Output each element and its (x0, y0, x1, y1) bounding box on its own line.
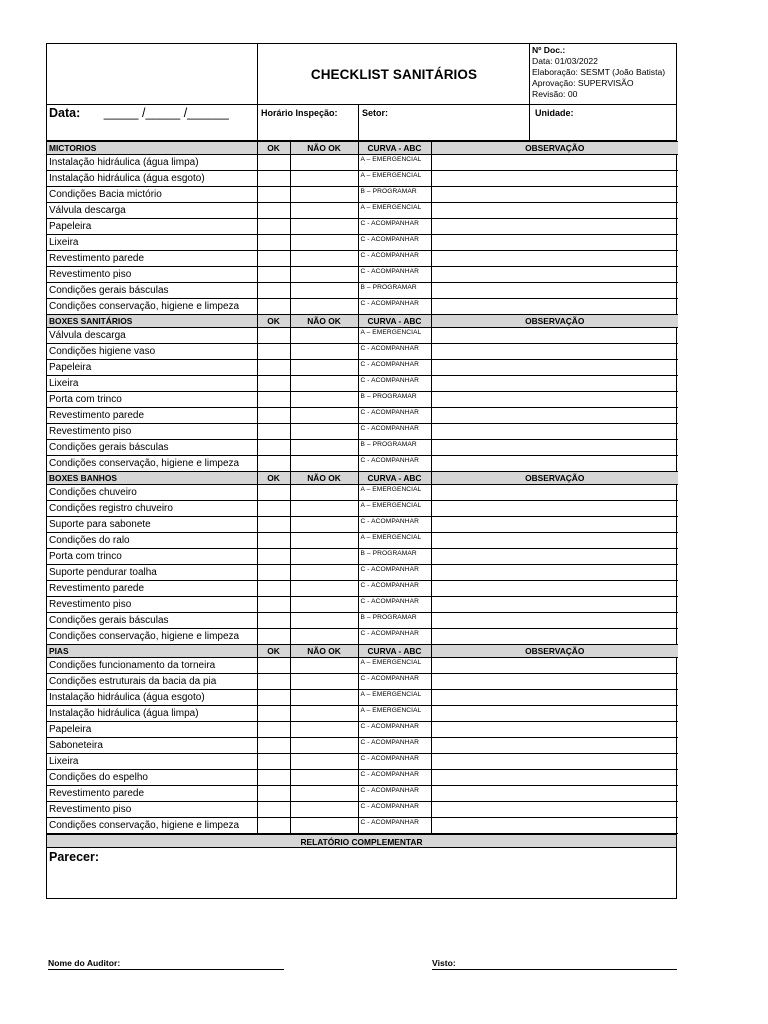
item-label: Papeleira (47, 722, 257, 738)
item-label: Condições conservação, higiene e limpeza (47, 299, 257, 315)
observacao-cell[interactable] (431, 802, 678, 818)
nao-ok-cell[interactable] (290, 235, 358, 251)
checklist-row (47, 456, 678, 472)
ok-cell[interactable] (257, 722, 290, 738)
observacao-cell[interactable] (431, 344, 678, 360)
column-ok: OK (257, 315, 290, 328)
item-label: Revestimento parede (47, 786, 257, 802)
nao-ok-cell[interactable] (290, 456, 358, 472)
observacao-cell[interactable] (431, 517, 678, 533)
curva-abc-cell: B – PROGRAMAR (358, 283, 431, 299)
checklist-row (47, 187, 678, 203)
nao-ok-cell[interactable] (290, 344, 358, 360)
curva-abc-cell: A – EMERGENCIAL (358, 706, 431, 722)
checklist-row (47, 424, 678, 440)
parecer-field[interactable] (47, 848, 676, 898)
curva-abc-cell: A – EMERGENCIAL (358, 485, 431, 501)
checklist-row (47, 251, 678, 267)
item-label: Condições conservação, higiene e limpeza (47, 629, 257, 645)
item-label: Revestimento parede (47, 408, 257, 424)
inspection-date-field[interactable] (49, 106, 229, 120)
item-label: Condições registro chuveiro (47, 501, 257, 517)
item-label: Suporte para sabonete (47, 517, 257, 533)
checklist-row (47, 597, 678, 613)
curva-abc-cell: C - ACOMPANHAR (358, 299, 431, 315)
column-ok: OK (257, 472, 290, 485)
section-name: PIAS (47, 645, 257, 658)
item-label: Condições conservação, higiene e limpeza (47, 456, 257, 472)
date-blanks: _____ /_____ /______ (103, 106, 229, 120)
nao-ok-cell[interactable] (290, 517, 358, 533)
item-label: Condições gerais básculas (47, 283, 257, 299)
item-label: Instalação hidráulica (água esgoto) (47, 171, 257, 187)
curva-abc-cell: B – PROGRAMAR (358, 187, 431, 203)
observacao-cell[interactable] (431, 674, 678, 690)
nao-ok-cell[interactable] (290, 581, 358, 597)
nao-ok-cell[interactable] (290, 440, 358, 456)
curva-abc-cell: A – EMERGENCIAL (358, 658, 431, 674)
item-label: Instalação hidráulica (água limpa) (47, 706, 257, 722)
column-curva-abc: CURVA - ABC (358, 315, 431, 328)
nao-ok-cell[interactable] (290, 597, 358, 613)
curva-abc-cell: B – PROGRAMAR (358, 440, 431, 456)
checklist-row (47, 485, 678, 501)
item-label: Lixeira (47, 376, 257, 392)
item-label: Porta com trinco (47, 549, 257, 565)
curva-abc-cell: A – EMERGENCIAL (358, 533, 431, 549)
nao-ok-cell[interactable] (290, 328, 358, 344)
item-label: Condições conservação, higiene e limpeza (47, 818, 257, 834)
checklist-sheet (46, 43, 677, 899)
observacao-cell[interactable] (431, 440, 678, 456)
observacao-cell[interactable] (431, 155, 678, 171)
observacao-cell[interactable] (431, 549, 678, 565)
curva-abc-cell: C - ACOMPANHAR (358, 770, 431, 786)
observacao-cell[interactable] (431, 658, 678, 674)
curva-abc-cell: A – EMERGENCIAL (358, 328, 431, 344)
curva-abc-cell: A – EMERGENCIAL (358, 203, 431, 219)
curva-abc-cell: A – EMERGENCIAL (358, 155, 431, 171)
checklist-row (47, 283, 678, 299)
checklist-row (47, 267, 678, 283)
item-label: Porta com trinco (47, 392, 257, 408)
section-header (47, 472, 678, 485)
nao-ok-cell[interactable] (290, 674, 358, 690)
column-ok: OK (257, 645, 290, 658)
observacao-cell[interactable] (431, 565, 678, 581)
curva-abc-cell: C - ACOMPANHAR (358, 629, 431, 645)
item-label: Condições gerais básculas (47, 440, 257, 456)
nao-ok-cell[interactable] (290, 770, 358, 786)
column-observacao: OBSERVAÇÃO (431, 142, 678, 155)
nao-ok-cell[interactable] (290, 485, 358, 501)
checklist-table (47, 141, 678, 834)
observacao-cell[interactable] (431, 267, 678, 283)
date-label: Data: (49, 106, 81, 120)
checklist-row (47, 549, 678, 565)
curva-abc-cell: C - ACOMPANHAR (358, 802, 431, 818)
curva-abc-cell: A – EMERGENCIAL (358, 690, 431, 706)
curva-abc-cell: C - ACOMPANHAR (358, 565, 431, 581)
curva-abc-cell: A – EMERGENCIAL (358, 501, 431, 517)
curva-abc-cell: C - ACOMPANHAR (358, 517, 431, 533)
curva-abc-cell: B – PROGRAMAR (358, 392, 431, 408)
visto-label: Visto: (432, 958, 456, 968)
item-label: Condições higiene vaso (47, 344, 257, 360)
checklist-row (47, 818, 678, 834)
item-label: Lixeira (47, 235, 257, 251)
observacao-cell[interactable] (431, 187, 678, 203)
checklist-row (47, 533, 678, 549)
nao-ok-cell[interactable] (290, 171, 358, 187)
curva-abc-cell: C - ACOMPANHAR (358, 674, 431, 690)
checklist-row (47, 802, 678, 818)
checklist-row (47, 629, 678, 645)
column-curva-abc: CURVA - ABC (358, 472, 431, 485)
nao-ok-cell[interactable] (290, 629, 358, 645)
observacao-cell[interactable] (431, 171, 678, 187)
ok-cell[interactable] (257, 597, 290, 613)
observacao-cell[interactable] (431, 456, 678, 472)
ok-cell[interactable] (257, 706, 290, 722)
checklist-row (47, 501, 678, 517)
doc-elaboracao: Elaboração: SESMT (João Batista) (532, 67, 666, 77)
curva-abc-cell: C - ACOMPANHAR (358, 235, 431, 251)
item-label: Instalação hidráulica (água limpa) (47, 155, 257, 171)
ok-cell[interactable] (257, 376, 290, 392)
nao-ok-cell[interactable] (290, 219, 358, 235)
checklist-row (47, 706, 678, 722)
nao-ok-cell[interactable] (290, 533, 358, 549)
checklist-row (47, 392, 678, 408)
ok-cell[interactable] (257, 501, 290, 517)
column-observacao: OBSERVAÇÃO (431, 315, 678, 328)
item-label: Revestimento piso (47, 424, 257, 440)
ok-cell[interactable] (257, 802, 290, 818)
item-label: Condições do espelho (47, 770, 257, 786)
curva-abc-cell: C - ACOMPANHAR (358, 251, 431, 267)
checklist-row (47, 565, 678, 581)
ok-cell[interactable] (257, 456, 290, 472)
column-observacao: OBSERVAÇÃO (431, 472, 678, 485)
observacao-cell[interactable] (431, 722, 678, 738)
item-label: Condições do ralo (47, 533, 257, 549)
nao-ok-cell[interactable] (290, 818, 358, 834)
ok-cell[interactable] (257, 392, 290, 408)
nao-ok-cell[interactable] (290, 754, 358, 770)
observacao-cell[interactable] (431, 613, 678, 629)
observacao-cell[interactable] (431, 299, 678, 315)
nao-ok-cell[interactable] (290, 299, 358, 315)
nao-ok-cell[interactable] (290, 706, 358, 722)
nao-ok-cell[interactable] (290, 392, 358, 408)
ok-cell[interactable] (257, 549, 290, 565)
curva-abc-cell: C - ACOMPANHAR (358, 818, 431, 834)
observacao-cell[interactable] (431, 392, 678, 408)
column-observacao: OBSERVAÇÃO (431, 645, 678, 658)
observacao-cell[interactable] (431, 360, 678, 376)
nao-ok-cell[interactable] (290, 738, 358, 754)
ok-cell[interactable] (257, 786, 290, 802)
section-name: MICTORIOS (47, 142, 257, 155)
checklist-row (47, 219, 678, 235)
checklist-row (47, 171, 678, 187)
doc-aprovacao: Aprovação: SUPERVISÃO (532, 78, 634, 88)
section-name: BOXES BANHOS (47, 472, 257, 485)
ok-cell[interactable] (257, 283, 290, 299)
checklist-row (47, 613, 678, 629)
checklist-row (47, 440, 678, 456)
unidade-field[interactable]: Unidade: (535, 108, 574, 118)
ok-cell[interactable] (257, 235, 290, 251)
auditor-line (48, 969, 284, 970)
nao-ok-cell[interactable] (290, 501, 358, 517)
ok-cell[interactable] (257, 565, 290, 581)
curva-abc-cell: C - ACOMPANHAR (358, 408, 431, 424)
item-label: Instalação hidráulica (água esgoto) (47, 690, 257, 706)
nao-ok-cell[interactable] (290, 786, 358, 802)
ok-cell[interactable] (257, 251, 290, 267)
ok-cell[interactable] (257, 517, 290, 533)
nao-ok-cell[interactable] (290, 267, 358, 283)
nao-ok-cell[interactable] (290, 187, 358, 203)
checklist-row (47, 344, 678, 360)
column-ok: OK (257, 142, 290, 155)
checklist-row (47, 581, 678, 597)
report-heading: RELATÓRIO COMPLEMENTAR (47, 834, 676, 848)
observacao-cell[interactable] (431, 581, 678, 597)
column-nao-ok: NÃO OK (290, 142, 358, 155)
observacao-cell[interactable] (431, 235, 678, 251)
ok-cell[interactable] (257, 299, 290, 315)
checklist-row (47, 517, 678, 533)
item-label: Revestimento piso (47, 267, 257, 283)
section-name: BOXES SANITÁRIOS (47, 315, 257, 328)
item-label: Condições funcionamento da torneira (47, 658, 257, 674)
observacao-cell[interactable] (431, 770, 678, 786)
item-label: Condições Bacia mictório (47, 187, 257, 203)
auditor-label: Nome do Auditor: (48, 958, 121, 968)
visto-signature[interactable] (432, 958, 456, 968)
checklist-row (47, 786, 678, 802)
item-label: Condições gerais básculas (47, 613, 257, 629)
ok-cell[interactable] (257, 581, 290, 597)
checklist-row (47, 328, 678, 344)
ok-cell[interactable] (257, 203, 290, 219)
ok-cell[interactable] (257, 187, 290, 203)
nao-ok-cell[interactable] (290, 690, 358, 706)
item-label: Revestimento piso (47, 802, 257, 818)
item-label: Revestimento piso (47, 597, 257, 613)
curva-abc-cell: C - ACOMPANHAR (358, 456, 431, 472)
document-title: CHECKLIST SANITÁRIOS (310, 66, 478, 82)
nao-ok-cell[interactable] (290, 722, 358, 738)
observacao-cell[interactable] (431, 328, 678, 344)
section-header (47, 315, 678, 328)
checklist-row (47, 360, 678, 376)
column-nao-ok: NÃO OK (290, 645, 358, 658)
document-meta (532, 45, 665, 100)
observacao-cell[interactable] (431, 424, 678, 440)
checklist-row (47, 722, 678, 738)
observacao-cell[interactable] (431, 533, 678, 549)
ok-cell[interactable] (257, 629, 290, 645)
nao-ok-cell[interactable] (290, 549, 358, 565)
item-label: Revestimento parede (47, 251, 257, 267)
observacao-cell[interactable] (431, 706, 678, 722)
ok-cell[interactable] (257, 408, 290, 424)
curva-abc-cell: C - ACOMPANHAR (358, 754, 431, 770)
column-curva-abc: CURVA - ABC (358, 142, 431, 155)
checklist-row (47, 658, 678, 674)
checklist-row (47, 203, 678, 219)
item-label: Válvula descarga (47, 203, 257, 219)
column-nao-ok: NÃO OK (290, 472, 358, 485)
nao-ok-cell[interactable] (290, 658, 358, 674)
ok-cell[interactable] (257, 485, 290, 501)
nao-ok-cell[interactable] (290, 613, 358, 629)
observacao-cell[interactable] (431, 501, 678, 517)
checklist-row (47, 299, 678, 315)
nao-ok-cell[interactable] (290, 203, 358, 219)
section-header (47, 645, 678, 658)
ok-cell[interactable] (257, 171, 290, 187)
curva-abc-cell: C - ACOMPANHAR (358, 738, 431, 754)
observacao-cell[interactable] (431, 629, 678, 645)
curva-abc-cell: C - ACOMPANHAR (358, 267, 431, 283)
observacao-cell[interactable] (431, 690, 678, 706)
checklist-row (47, 376, 678, 392)
observacao-cell[interactable] (431, 818, 678, 834)
item-label: Papeleira (47, 360, 257, 376)
horario-inspecao-field[interactable]: Horário Inspeção: (261, 108, 338, 118)
observacao-cell[interactable] (431, 754, 678, 770)
nao-ok-cell[interactable] (290, 376, 358, 392)
observacao-cell[interactable] (431, 408, 678, 424)
checklist-row (47, 770, 678, 786)
checklist-row (47, 738, 678, 754)
curva-abc-cell: B – PROGRAMAR (358, 549, 431, 565)
observacao-cell[interactable] (431, 485, 678, 501)
ok-cell[interactable] (257, 267, 290, 283)
observacao-cell[interactable] (431, 786, 678, 802)
item-label: Válvula descarga (47, 328, 257, 344)
nao-ok-cell[interactable] (290, 283, 358, 299)
doc-number: Nº Doc.: (532, 45, 566, 55)
nao-ok-cell[interactable] (290, 251, 358, 267)
item-label: Papeleira (47, 219, 257, 235)
nao-ok-cell[interactable] (290, 424, 358, 440)
curva-abc-cell: C - ACOMPANHAR (358, 219, 431, 235)
item-label: Saboneteira (47, 738, 257, 754)
observacao-cell[interactable] (431, 738, 678, 754)
item-label: Revestimento parede (47, 581, 257, 597)
column-nao-ok: NÃO OK (290, 315, 358, 328)
checklist-row (47, 754, 678, 770)
visto-line (432, 969, 677, 970)
nao-ok-cell[interactable] (290, 802, 358, 818)
observacao-cell[interactable] (431, 203, 678, 219)
ok-cell[interactable] (257, 738, 290, 754)
setor-field[interactable]: Setor: (362, 108, 389, 118)
parecer-label: Parecer: (49, 850, 100, 864)
ok-cell[interactable] (257, 658, 290, 674)
ok-cell[interactable] (257, 219, 290, 235)
ok-cell[interactable] (257, 674, 290, 690)
ok-cell[interactable] (257, 754, 290, 770)
curva-abc-cell: C - ACOMPANHAR (358, 360, 431, 376)
observacao-cell[interactable] (431, 376, 678, 392)
curva-abc-cell: C - ACOMPANHAR (358, 722, 431, 738)
curva-abc-cell: C - ACOMPANHAR (358, 376, 431, 392)
observacao-cell[interactable] (431, 597, 678, 613)
ok-cell[interactable] (257, 344, 290, 360)
nao-ok-cell[interactable] (290, 155, 358, 171)
observacao-cell[interactable] (431, 251, 678, 267)
item-label: Condições chuveiro (47, 485, 257, 501)
observacao-cell[interactable] (431, 219, 678, 235)
checklist-row (47, 235, 678, 251)
curva-abc-cell: C - ACOMPANHAR (358, 597, 431, 613)
doc-date: Data: 01/03/2022 (532, 56, 598, 66)
column-curva-abc: CURVA - ABC (358, 645, 431, 658)
ok-cell[interactable] (257, 770, 290, 786)
ok-cell[interactable] (257, 360, 290, 376)
checklist-row (47, 674, 678, 690)
ok-cell[interactable] (257, 818, 290, 834)
curva-abc-cell: C - ACOMPANHAR (358, 581, 431, 597)
curva-abc-cell: C - ACOMPANHAR (358, 786, 431, 802)
checklist-row (47, 408, 678, 424)
ok-cell[interactable] (257, 690, 290, 706)
checklist-row (47, 690, 678, 706)
nao-ok-cell[interactable] (290, 360, 358, 376)
item-label: Suporte pendurar toalha (47, 565, 257, 581)
ok-cell[interactable] (257, 613, 290, 629)
ok-cell[interactable] (257, 533, 290, 549)
ok-cell[interactable] (257, 440, 290, 456)
curva-abc-cell: B – PROGRAMAR (358, 613, 431, 629)
observacao-cell[interactable] (431, 283, 678, 299)
auditor-signature[interactable] (48, 958, 120, 968)
curva-abc-cell: C - ACOMPANHAR (358, 424, 431, 440)
document-header (47, 44, 676, 141)
ok-cell[interactable] (257, 328, 290, 344)
nao-ok-cell[interactable] (290, 408, 358, 424)
section-header (47, 142, 678, 155)
item-label: Condições estruturais da bacia da pia (47, 674, 257, 690)
checklist-row (47, 155, 678, 171)
nao-ok-cell[interactable] (290, 565, 358, 581)
doc-revisao: Revisão: 00 (532, 89, 578, 99)
curva-abc-cell: A – EMERGENCIAL (358, 171, 431, 187)
ok-cell[interactable] (257, 155, 290, 171)
ok-cell[interactable] (257, 424, 290, 440)
curva-abc-cell: C - ACOMPANHAR (358, 344, 431, 360)
item-label: Lixeira (47, 754, 257, 770)
